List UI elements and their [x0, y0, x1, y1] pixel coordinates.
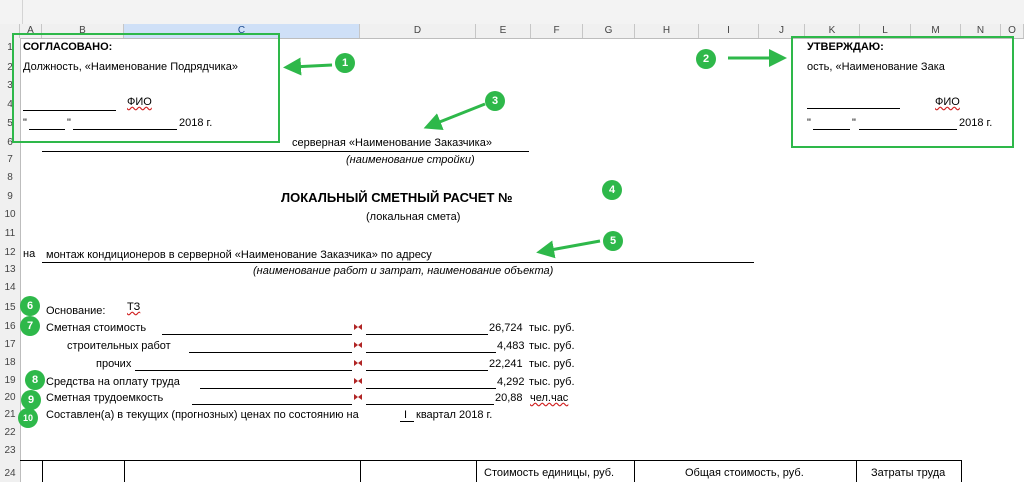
row-header[interactable]: 16 — [4, 321, 16, 332]
approved-position: Должность, «Наименование Подрядчика» — [23, 61, 238, 73]
annotation-badge-3: 3 — [485, 91, 505, 111]
cost-unit: тыс. руб. — [529, 322, 575, 334]
basis-label: Основание: — [46, 305, 106, 317]
other-unit: тыс. руб. — [529, 358, 575, 370]
date-quote-close: " — [852, 117, 856, 129]
annotation-badge-4: 4 — [602, 180, 622, 200]
row-header[interactable]: 20 — [4, 392, 16, 403]
compiled-text: Составлен(а) в текущих (прогнозных) ценах по состоянию на — [46, 409, 359, 421]
column-header-a[interactable]: A — [20, 24, 42, 38]
column-header-k[interactable]: K — [805, 24, 860, 38]
row-header[interactable]: 19 — [4, 375, 16, 386]
row-header[interactable]: 8 — [7, 172, 13, 183]
column-header-h[interactable]: H — [635, 24, 699, 38]
other-value: 22,241 — [489, 358, 523, 370]
construction-unit: тыс. руб. — [529, 340, 575, 352]
column-header-c[interactable]: C — [124, 24, 360, 38]
row-header[interactable]: 2 — [7, 62, 13, 73]
annotation-badge-10: 10 — [18, 408, 38, 428]
column-header-d[interactable]: D — [360, 24, 476, 38]
row-header[interactable]: 14 — [4, 282, 16, 293]
annotation-badge-7: 7 — [20, 316, 40, 336]
construction-value: 4,483 — [497, 340, 525, 352]
work-caption: (наименование работ и затрат, наименование объекта) — [253, 265, 554, 277]
annotation-badge-5: 5 — [603, 231, 623, 251]
confirm-year: 2018 г. — [959, 117, 993, 129]
column-header-n[interactable]: N — [961, 24, 1001, 38]
column-header-e[interactable]: E — [476, 24, 531, 38]
row-header[interactable]: 9 — [7, 191, 13, 202]
arrow-5 — [545, 241, 600, 251]
row-header[interactable]: 11 — [4, 228, 16, 239]
basis-value: ТЗ — [127, 301, 141, 313]
row-header[interactable]: 4 — [7, 99, 13, 110]
confirm-title: УТВЕРЖДАЮ: — [807, 41, 884, 53]
wages-label: Средства на оплату труда — [46, 376, 180, 388]
row-header[interactable]: 5 — [7, 118, 13, 129]
annotation-badge-1: 1 — [335, 53, 355, 73]
row-header[interactable]: 3 — [7, 80, 13, 91]
other-label: прочих — [96, 358, 132, 370]
column-header-l[interactable]: L — [860, 24, 911, 38]
approved-fio: ФИО — [127, 96, 152, 108]
column-header-m[interactable]: M — [911, 24, 961, 38]
column-header-g[interactable]: G — [583, 24, 635, 38]
estimate-title: ЛОКАЛЬНЫЙ СМЕТНЫЙ РАСЧЕТ № — [281, 190, 513, 205]
wages-value: 4,292 — [497, 376, 525, 388]
row-header[interactable]: 7 — [7, 154, 13, 165]
column-header-j[interactable]: J — [759, 24, 805, 38]
row-header[interactable]: 12 — [4, 247, 16, 258]
table-header-labor-costs: Затраты труда — [871, 467, 946, 479]
construction-label: строительных работ — [67, 340, 171, 352]
row-header[interactable]: 6 — [7, 137, 13, 148]
wages-unit: тыс. руб. — [529, 376, 575, 388]
compiled-quarter: I — [404, 409, 408, 421]
column-header-i[interactable]: I — [699, 24, 759, 38]
arrow-1 — [292, 65, 332, 67]
table-header-total-cost: Общая стоимость, руб. — [685, 467, 804, 479]
compiled-period: квартал 2018 г. — [416, 409, 493, 421]
row-header[interactable]: 10 — [4, 209, 16, 220]
row-header[interactable]: 13 — [4, 264, 16, 275]
approved-year: 2018 г. — [179, 117, 213, 129]
column-header-f[interactable]: F — [531, 24, 583, 38]
row-header[interactable]: 17 — [4, 339, 16, 350]
row-header[interactable]: 21 — [4, 409, 16, 420]
row-header[interactable]: 15 — [4, 302, 16, 313]
row-header[interactable]: 22 — [4, 427, 16, 438]
row-header[interactable]: 1 — [7, 42, 13, 53]
date-quote-close: " — [67, 117, 71, 129]
object-name: серверная «Наименование Заказчика» — [292, 137, 492, 149]
row-header[interactable]: 23 — [4, 445, 16, 456]
table-header-unit-cost: Стоимость единицы, руб. — [484, 467, 615, 479]
approved-title: СОГЛАСОВАНО: — [23, 41, 113, 53]
confirm-fio: ФИО — [935, 96, 960, 108]
confirm-position: ость, «Наименование Зака — [807, 61, 945, 73]
annotation-badge-8: 8 — [25, 370, 45, 390]
arrow-3 — [432, 104, 485, 125]
labor-unit: чел.час — [530, 392, 569, 404]
annotation-badge-2: 2 — [696, 49, 716, 69]
annotation-badge-6: 6 — [20, 296, 40, 316]
date-quote-open: " — [807, 117, 811, 129]
row-header[interactable]: 24 — [4, 468, 16, 479]
object-caption: (наименование стройки) — [346, 154, 475, 166]
work-name: монтаж кондиционеров в серверной «Наименование Заказчика» по адресу — [46, 249, 432, 261]
cost-label: Сметная стоимость — [46, 322, 147, 334]
date-quote-open: " — [23, 117, 27, 129]
estimate-caption: (локальная смета) — [366, 211, 461, 223]
row-header[interactable]: 18 — [4, 357, 16, 368]
column-header-b[interactable]: B — [42, 24, 124, 38]
column-header-o[interactable]: O — [1001, 24, 1024, 38]
labor-value: 20,88 — [495, 392, 523, 404]
cost-value: 26,724 — [489, 322, 523, 334]
annotation-badge-9: 9 — [21, 390, 41, 410]
work-prefix: на — [23, 248, 36, 260]
labor-label: Сметная трудоемкость — [46, 392, 164, 404]
